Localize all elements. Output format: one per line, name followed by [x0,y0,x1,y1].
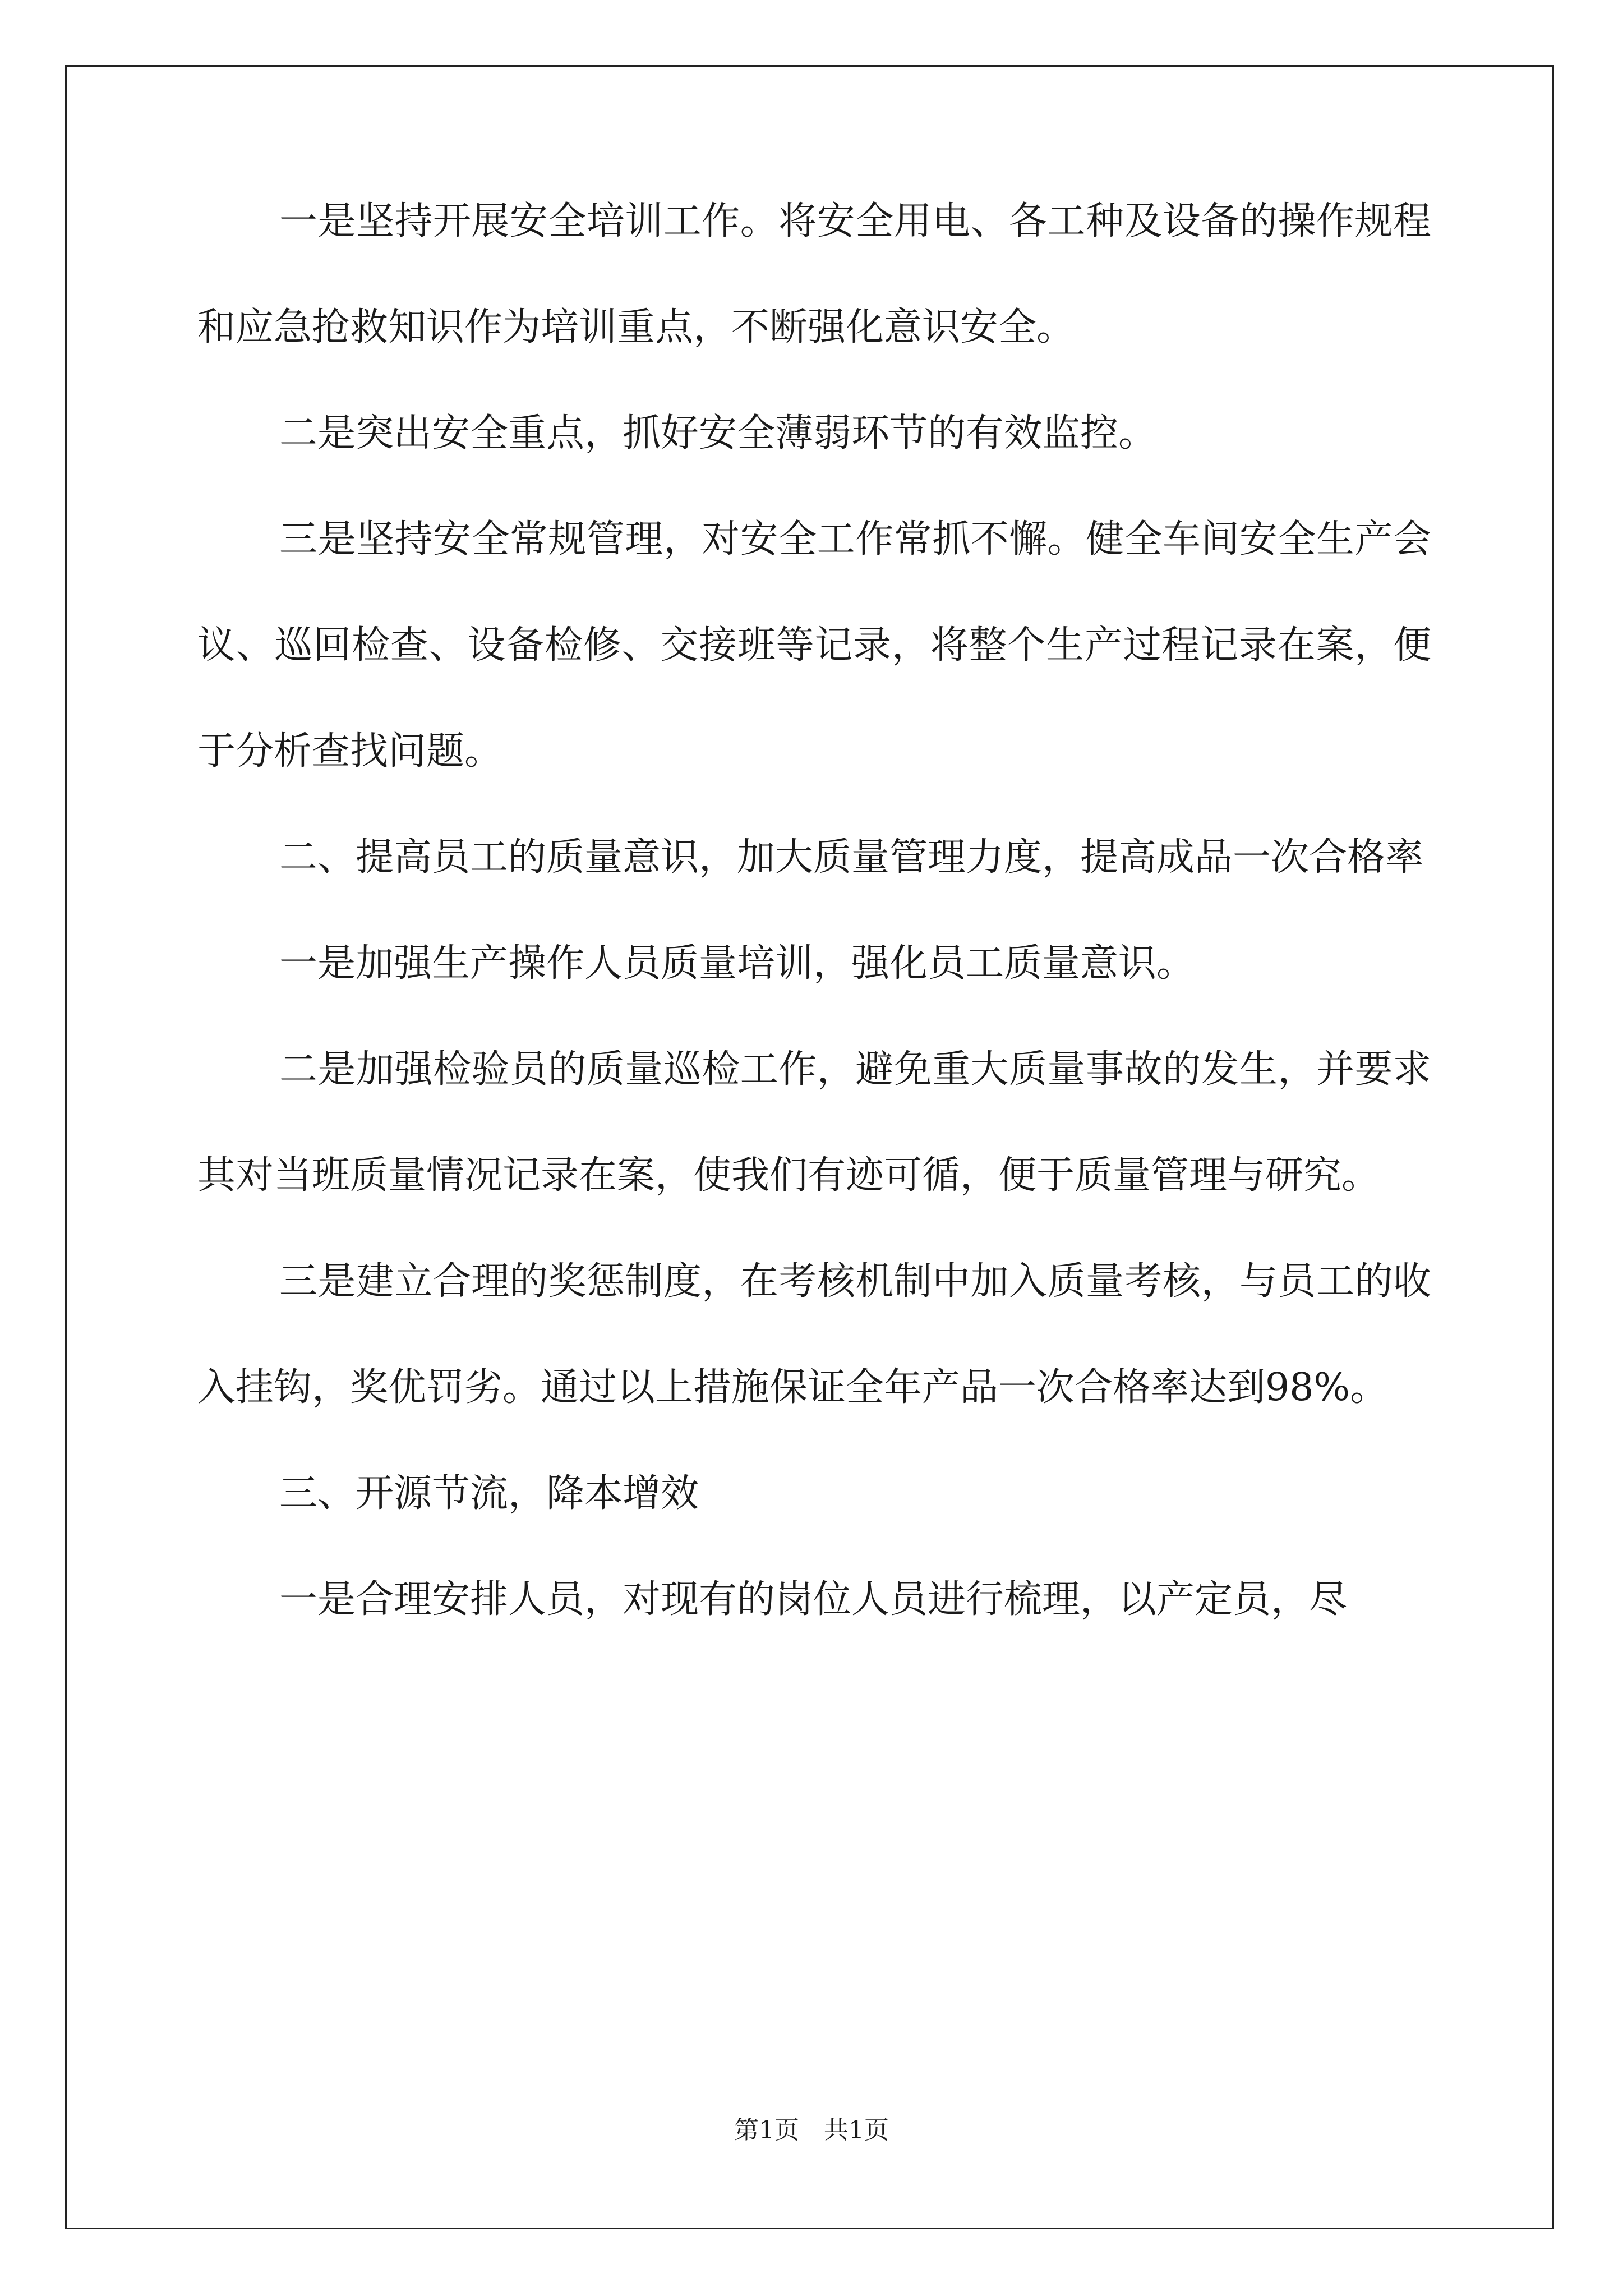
paragraph: 二是加强检验员的质量巡检工作，避免重大质量事故的发生，并要求其对当班质量情况记录在案，使我们有迹可循，便于质量管理与研究。 [197,1047,1431,1198]
paragraph: 三是建立合理的奖惩制度，在考核机制中加入质量考核，与员工的收入挂钩，奖优罚劣。通过以上措施保证全年产品一次合格率达到98%。 [197,1259,1431,1410]
document-body [197,168,1431,1653]
paragraph: 三是坚持安全常规管理，对安全工作常抓不懈。健全车间安全生产会议、巡回检查、设备检修、交接班等记录，将整个生产过程记录在案，便于分析查找问题。 [197,517,1431,774]
paragraph: 一是合理安排人员，对现有的岗位人员进行梳理，以产定员，尽 [279,1577,1348,1622]
section-heading: 三、开源节流，降本增效 [279,1471,699,1516]
paragraph: 一是加强生产操作人员质量培训，强化员工质量意识。 [279,941,1195,986]
paragraph: 二是突出安全重点，抓好安全薄弱环节的有效监控。 [279,411,1157,455]
paragraph: 一是坚持开展安全培训工作。将安全用电、各工种及设备的操作规程和应急抢救知识作为培训重点，不断强化意识安全。 [197,199,1431,349]
section-heading: 二、提高员工的质量意识，加大质量管理力度，提高成品一次合格率 [279,835,1424,880]
page-footer: 第1页 共1页 [734,2116,889,2145]
